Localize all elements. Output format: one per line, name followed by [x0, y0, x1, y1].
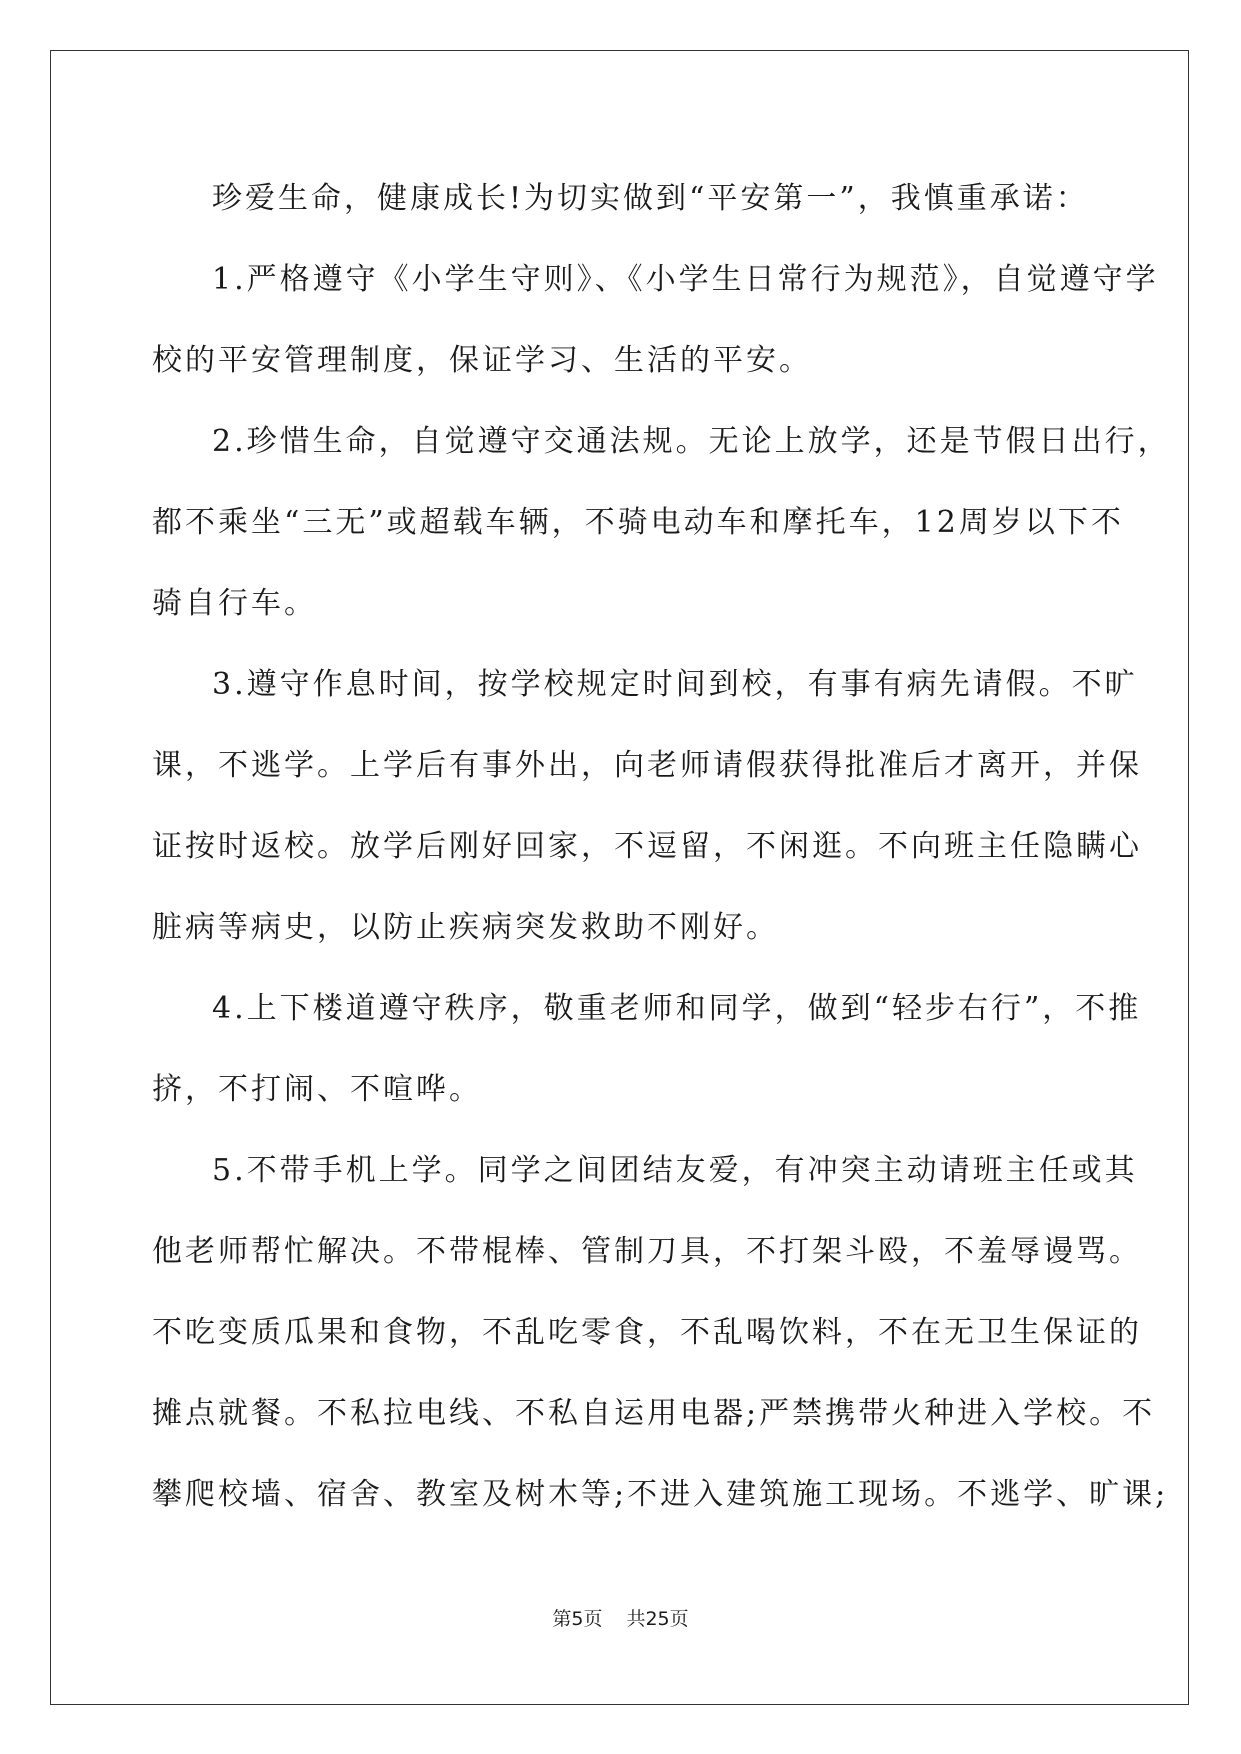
item-5-line-5: 攀爬校墙、宿舍、教室及树木等;不进入建筑施工现场。不逃学、旷课; [152, 1477, 1169, 1512]
intro-line: 珍爱生命，健康成长!为切实做到“平安第一”，我慎重承诺： [212, 181, 1089, 216]
item-5-line-3: 不吃变质瓜果和食物，不乱吃零食，不乱喝饮料，不在无卫生保证的 [152, 1315, 1142, 1350]
item-1-line-2: 校的平安管理制度，保证学习、生活的平安。 [152, 343, 812, 378]
page-current: 5 [571, 1608, 584, 1630]
item-3-line-1: 3.遵守作息时间，按学校规定时间到校，有事有病先请假。不旷 [212, 667, 1138, 702]
document-body [152, 158, 1171, 1535]
item-2-line-3: 骑自行车。 [152, 586, 317, 621]
item-5-line-4: 摊点就餐。不私拉电线、不私自运用电器;严禁携带火种进入学校。不 [152, 1396, 1156, 1431]
item-2-line-1: 2.珍惜生命，自觉遵守交通法规。无论上放学，还是节假日出行， [212, 424, 1171, 459]
item-4-line-2: 挤，不打闹、不喧哗。 [152, 1072, 482, 1107]
item-3-line-4: 脏病等病史，以防止疾病突发救助不刚好。 [152, 910, 779, 945]
page-number-footer [0, 1606, 1241, 1632]
item-3-line-2: 课，不逃学。上学后有事外出，向老师请假获得批准后才离开，并保 [152, 748, 1142, 783]
total-prefix: 共 [626, 1608, 646, 1630]
item-5-line-1: 5.不带手机上学。同学之间团结友爱，有冲突主动请班主任或其 [212, 1153, 1138, 1188]
item-1-line-1: 1.严格遵守《小学生守则》、《小学生日常行为规范》，自觉遵守学 [212, 262, 1159, 297]
page-total: 25 [645, 1608, 670, 1630]
item-2-line-2: 都不乘坐“三无”或超载车辆，不骑电动车和摩托车，12周岁以下不 [152, 505, 1124, 540]
item-4-line-1: 4.上下楼道遵守秩序，敬重老师和同学，做到“轻步右行”，不推 [212, 991, 1142, 1026]
item-3-line-3: 证按时返校。放学后刚好回家，不逗留，不闲逛。不向班主任隐瞒心 [152, 829, 1142, 864]
page-suffix: 页 [583, 1608, 603, 1630]
total-suffix: 页 [669, 1608, 689, 1630]
page-prefix: 第 [552, 1608, 572, 1630]
item-5-line-2: 他老师帮忙解决。不带棍棒、管制刀具，不打架斗殴，不羞辱谩骂。 [152, 1234, 1142, 1269]
